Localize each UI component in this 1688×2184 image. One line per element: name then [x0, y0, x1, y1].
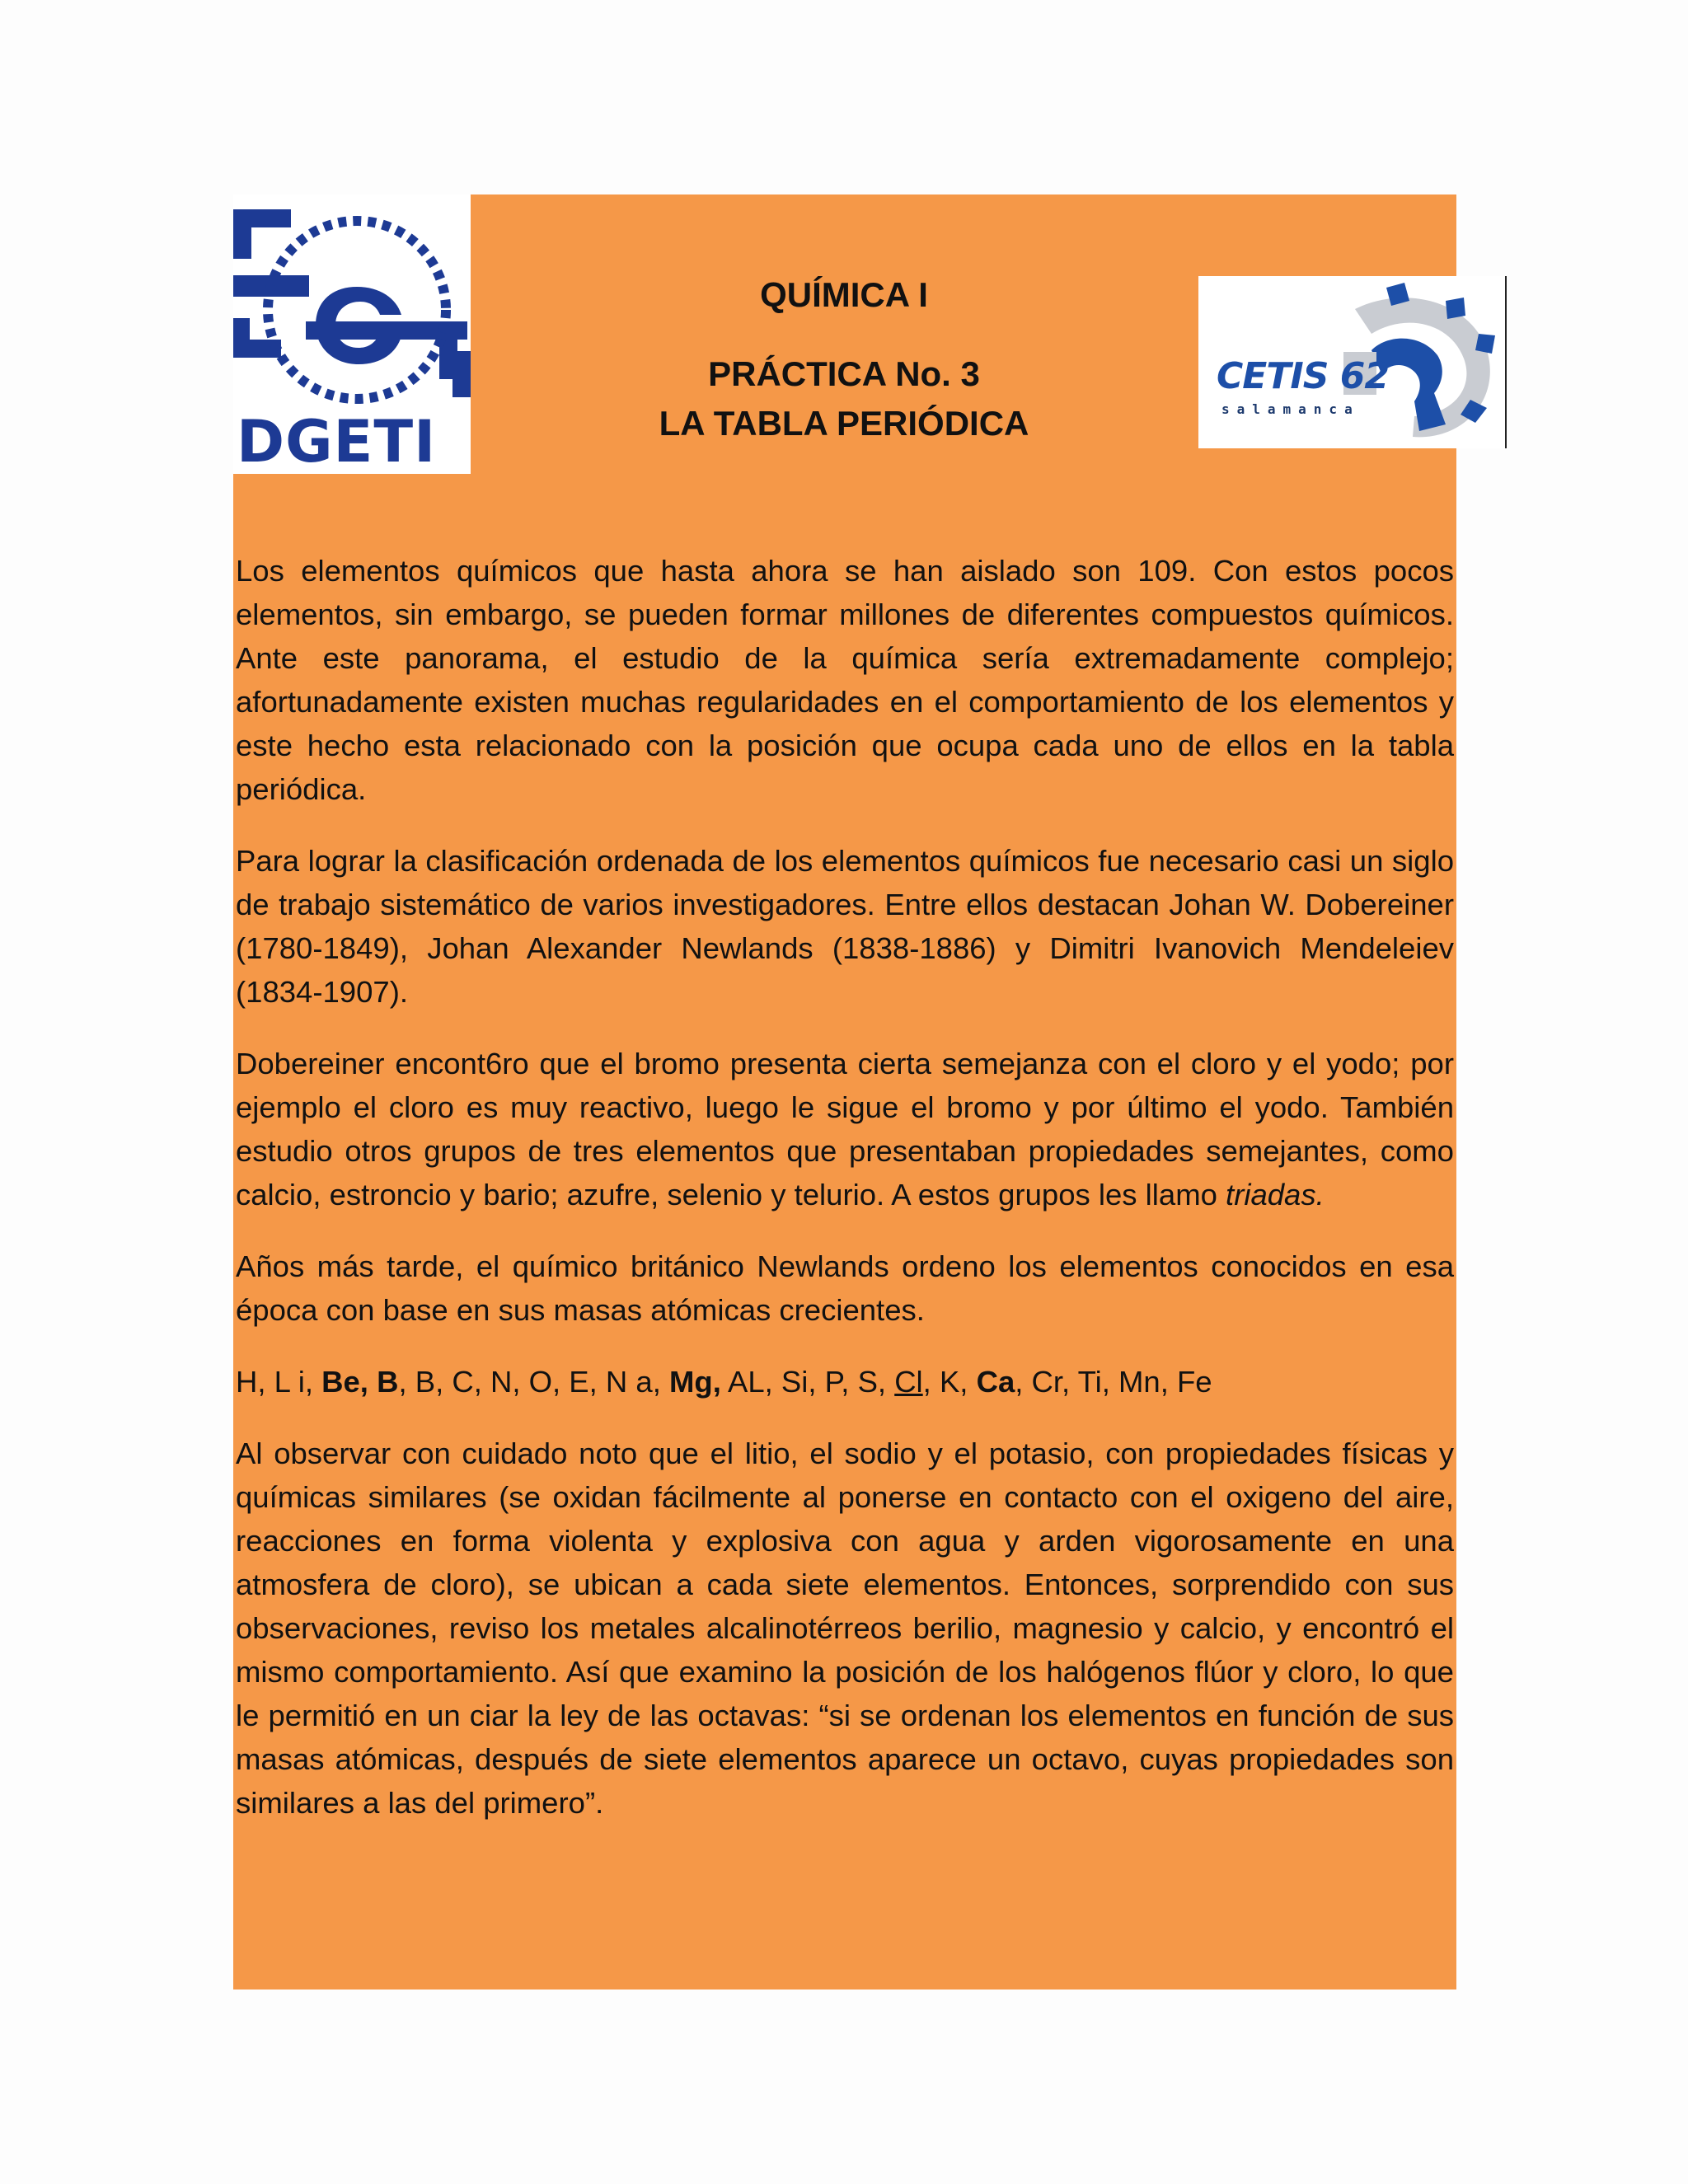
element-seq-part: , B, C, N, O, E, N a,: [398, 1365, 670, 1399]
document-body: [236, 549, 1454, 1853]
practice-title: LA TABLA PERIÓDICA: [659, 404, 1029, 443]
element-sequence: [236, 1360, 1454, 1404]
element-seq-part: AL, Si, P, S,: [720, 1365, 895, 1399]
paragraph-newlands: Años más tarde, el químico británico Newlands ordeno los elementos conocidos en esa época con base en sus masas atómicas crecientes.: [236, 1249, 1454, 1327]
element-seq-part: H, L i,: [236, 1365, 322, 1399]
triadas-term: triadas.: [1226, 1178, 1325, 1212]
paragraph-intro: Los elementos químicos que hasta ahora se han aislado son 109. Con estos pocos elementos, sin embargo, se pueden formar millones de diferentes compuestos químicos. Ante este panorama, el estudio de la química sería extremadamente complejo; afortunadamente existen muchas regularidades en el comportamiento de los elementos y este hecho esta relacionado con la posición que ocupa cada uno de ellos en la tabla periódica.: [236, 554, 1454, 806]
element-seq-part: , K,: [922, 1365, 977, 1399]
dgeti-logo-text: DGETI: [237, 408, 437, 476]
course-title: QUÍMICA I: [760, 275, 928, 314]
element-seq-underlined: Cl: [894, 1365, 923, 1399]
cetis-logo-text: CETIS 62: [1217, 355, 1389, 397]
paragraph-octaves: Al observar con cuidado noto que el litio, el sodio y el potasio, con propiedades físicas y químicas similares (se oxidan fácilmente al ponerse en contacto con el oxigeno del aire, reacciones en forma violenta y explosiva con agua y arden vigorosamente en una atmosfera de cloro), se ubican a cada siete elementos. Entonces, sorprendido con sus observaciones, reviso los metales alcalinotérreos berilio, magnesio y calcio, y encontró el mismo comportamiento. Así que examino la posición de los halógenos flúor y cloro, lo que le permitió en un ciar la ley de las octavas: “si se ordenan los elementos en función de sus masas atómicas, después de siete elementos aparece un octavo, cuyas propiedades son similares a las del primero”.: [236, 1436, 1454, 1820]
element-seq-bold: Be, B: [321, 1365, 399, 1399]
paragraph-dobereiner-text: Dobereiner encont6ro que el bromo presenta cierta semejanza con el cloro y el yodo; por ejemplo el cloro es muy reactivo, luego le sigue el bromo y por último el yodo. También estudio otros grupos de tres elementos que presentaban propiedades semejantes, como calcio, estroncio y bario; azufre, selenio y telurio. A estos grupos les llamo: [236, 1047, 1454, 1212]
paragraph-dobereiner: [236, 1042, 1454, 1216]
cetis-logo-subtext: salamanca: [1221, 401, 1360, 417]
element-seq-bold: Mg,: [669, 1365, 721, 1399]
element-seq-bold: Ca: [976, 1365, 1015, 1399]
practice-number: PRÁCTICA No. 3: [708, 354, 980, 393]
element-seq-part: , Cr, Ti, Mn, Fe: [1015, 1365, 1212, 1399]
paragraph-history: Para lograr la clasificación ordenada de los elementos químicos fue necesario casi un siglo de trabajo sistemático de varios investigadores. Entre ellos destacan Johan W. Dobereiner (1780-1849), Johan Alexander Newlands (1838-1886) y Dimitri Ivanovich Mendeleiev (1834-1907).: [236, 844, 1454, 1009]
